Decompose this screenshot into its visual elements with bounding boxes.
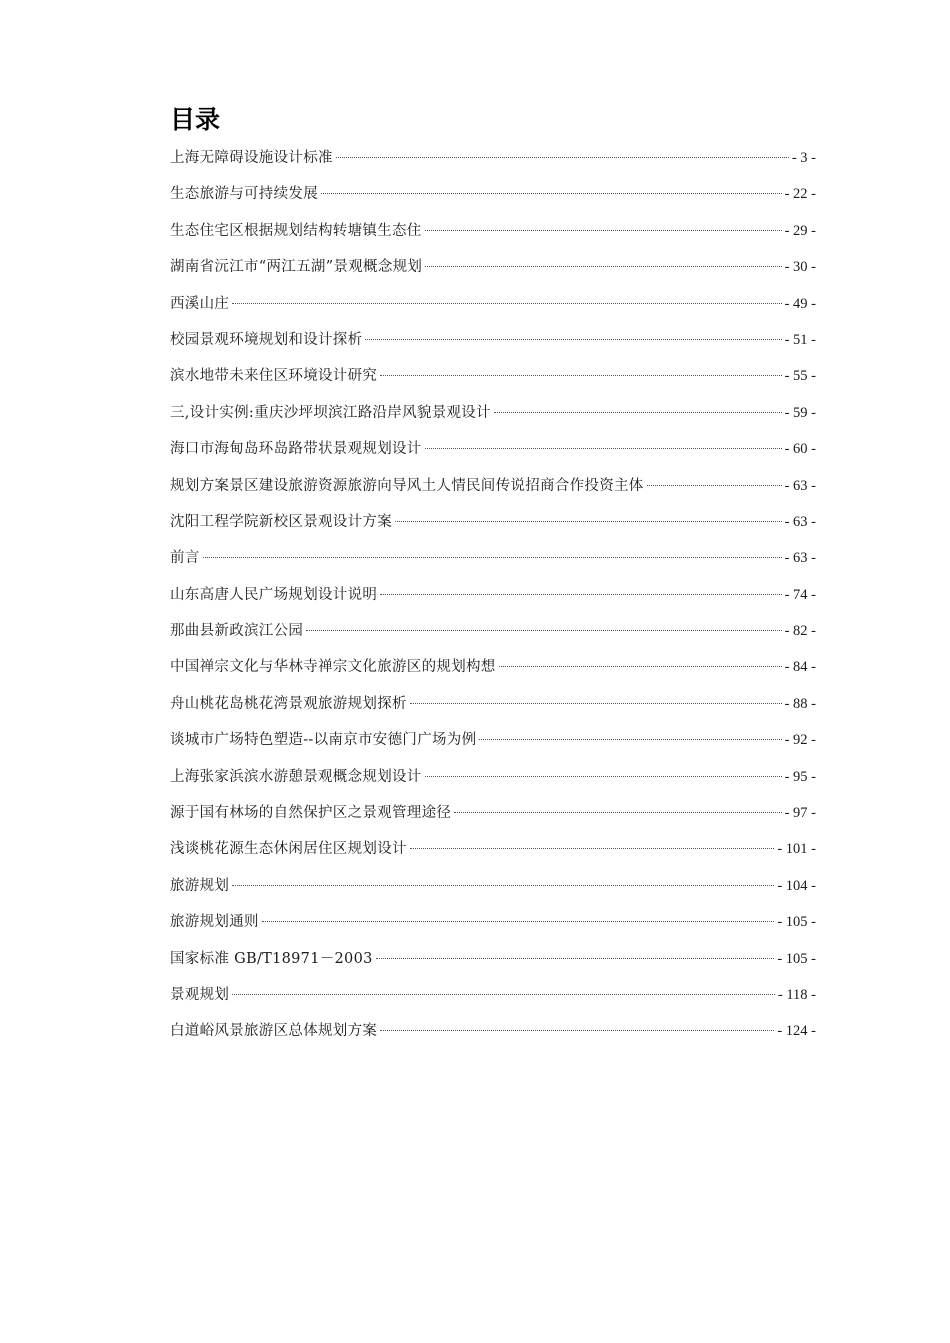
toc-dot-leader (494, 412, 782, 413)
toc-dot-leader (380, 1030, 774, 1031)
toc-page-number[interactable]: - 88 - (784, 695, 816, 712)
toc-dot-leader (376, 958, 775, 959)
toc-entry[interactable] (170, 327, 816, 363)
toc-entry-title[interactable]: 旅游规划 (170, 877, 230, 894)
toc-list (170, 145, 816, 1055)
toc-entry-title[interactable]: 舟山桃花岛桃花湾景观旅游规划探析 (170, 695, 407, 712)
toc-dot-leader (336, 157, 789, 158)
toc-page-number[interactable]: - 3 - (791, 150, 816, 166)
toc-dot-leader (380, 594, 781, 595)
toc-entry[interactable] (170, 291, 816, 327)
toc-entry[interactable] (170, 654, 816, 690)
toc-entry[interactable] (170, 909, 816, 945)
toc-page-number[interactable]: - 30 - (784, 259, 816, 276)
toc-entry-title[interactable]: 沈阳工程学院新校区景观设计方案 (170, 513, 392, 530)
toc-entry-title[interactable]: 上海无障碍设施设计标准 (170, 150, 333, 166)
toc-entry-title[interactable]: 源于国有林场的自然保护区之景观管理途径 (170, 805, 452, 822)
toc-dot-leader (395, 521, 782, 522)
toc-entry[interactable] (170, 436, 816, 472)
toc-entry-title[interactable]: 上海张家浜滨水游憩景观概念规划设计 (170, 768, 422, 785)
toc-page-number[interactable]: - 82 - (784, 623, 816, 640)
toc-entry[interactable] (170, 400, 816, 436)
toc-dot-leader (425, 776, 782, 777)
toc-page-number[interactable]: - 63 - (784, 550, 816, 567)
toc-entry[interactable] (170, 545, 816, 581)
toc-entry[interactable] (170, 800, 816, 836)
toc-page-number[interactable]: - 101 - (777, 841, 816, 858)
toc-dot-leader (306, 630, 781, 631)
toc-entry-title[interactable]: 那曲县新政滨江公园 (170, 623, 304, 640)
toc-entry-title[interactable]: 三,设计实例:重庆沙坪坝滨江路沿岸风貌景观设计 (170, 404, 491, 421)
toc-entry-title[interactable]: 山东高唐人民广场规划设计说明 (170, 586, 378, 603)
toc-entry-title[interactable]: 生态住宅区根据规划结构转塘镇生态住 (170, 222, 422, 239)
toc-dot-leader (380, 375, 781, 376)
toc-entry-title[interactable]: 谈城市广场特色塑造--以南京市安德门广场为例 (170, 732, 477, 749)
toc-entry-title[interactable]: 西溪山庄 (170, 295, 230, 312)
toc-entry[interactable] (170, 618, 816, 654)
toc-page-number[interactable]: - 22 - (784, 186, 816, 203)
toc-dot-leader (647, 485, 782, 486)
toc-entry[interactable] (170, 836, 816, 872)
toc-entry-title[interactable]: 规划方案景区建设旅游资源旅游向导风土人情民间传说招商合作投资主体 (170, 477, 644, 494)
toc-entry[interactable] (170, 145, 816, 181)
toc-page-number[interactable]: - 92 - (784, 732, 816, 749)
toc-page-number[interactable]: - 105 - (777, 914, 816, 931)
toc-page-number[interactable]: - 49 - (784, 295, 816, 312)
toc-page-number[interactable]: - 63 - (784, 477, 816, 494)
toc-page-number[interactable]: - 105 - (777, 950, 816, 967)
toc-entry[interactable] (170, 873, 816, 909)
toc-entry[interactable] (170, 473, 816, 509)
toc-dot-leader (410, 703, 782, 704)
toc-dot-leader (262, 921, 775, 922)
toc-page-number[interactable]: - 97 - (784, 805, 816, 822)
toc-dot-leader (425, 266, 781, 267)
toc-entry[interactable] (170, 727, 816, 763)
toc-page-number[interactable]: - 59 - (784, 404, 816, 421)
toc-page-number[interactable]: - 63 - (784, 513, 816, 530)
toc-dot-leader (410, 848, 775, 849)
toc-entry-title[interactable]: 生态旅游与可持续发展 (170, 186, 318, 203)
toc-entry-title[interactable]: 浅谈桃花源生态休闲居住区规划设计 (170, 841, 407, 858)
toc-page-number[interactable]: - 104 - (777, 877, 816, 894)
toc-entry-title[interactable]: 海口市海甸岛环岛路带状景观规划设计 (170, 441, 422, 458)
toc-page-number[interactable]: - 60 - (784, 441, 816, 458)
toc-page-number[interactable]: - 95 - (784, 768, 816, 785)
toc-dot-leader (232, 885, 774, 886)
toc-page-number[interactable]: - 118 - (777, 986, 816, 1003)
toc-page-number[interactable]: - 84 - (784, 659, 816, 676)
toc-entry[interactable] (170, 218, 816, 254)
toc-page-number[interactable]: - 55 - (784, 368, 816, 385)
toc-entry-title[interactable]: 旅游规划通则 (170, 914, 259, 931)
toc-entry-title[interactable]: 校园景观环境规划和设计探析 (170, 331, 363, 348)
toc-entry[interactable] (170, 582, 816, 618)
toc-entry-title[interactable]: 滨水地带未来住区环境设计研究 (170, 368, 378, 385)
toc-dot-leader (232, 994, 775, 995)
toc-dot-leader (425, 230, 782, 231)
toc-dot-leader (321, 193, 782, 194)
toc-page-number[interactable]: - 124 - (777, 1023, 816, 1040)
toc-dot-leader (425, 448, 782, 449)
toc-page-number[interactable]: - 51 - (784, 331, 816, 348)
toc-dot-leader (365, 339, 781, 340)
toc-entry-title[interactable]: 国家标准 GB/T18971－2003 (170, 950, 373, 967)
toc-entry[interactable] (170, 254, 816, 290)
toc-entry[interactable] (170, 946, 816, 982)
toc-entry[interactable] (170, 363, 816, 399)
toc-entry-title[interactable]: 白道峪风景旅游区总体规划方案 (170, 1023, 378, 1040)
toc-entry[interactable] (170, 509, 816, 545)
toc-entry[interactable] (170, 982, 816, 1018)
toc-dot-leader (232, 303, 781, 304)
toc-entry[interactable] (170, 691, 816, 727)
toc-entry-title[interactable]: 景观规划 (170, 986, 230, 1003)
toc-entry-title[interactable]: 前言 (170, 550, 200, 567)
toc-dot-leader (454, 812, 781, 813)
toc-entry[interactable] (170, 181, 816, 217)
toc-dot-leader (203, 557, 782, 558)
toc-entry[interactable] (170, 1018, 816, 1054)
toc-dot-leader (499, 666, 782, 667)
toc-entry-title[interactable]: 湖南省沅江市“两江五湖”景观概念规划 (170, 259, 423, 276)
toc-page-number[interactable]: - 74 - (784, 586, 816, 603)
toc-entry-title[interactable]: 中国禅宗文化与华林寺禅宗文化旅游区的规划构想 (170, 659, 496, 676)
toc-dot-leader (479, 739, 781, 740)
toc-entry[interactable] (170, 764, 816, 800)
toc-title: 目录 (170, 105, 221, 134)
toc-page-number[interactable]: - 29 - (784, 222, 816, 239)
